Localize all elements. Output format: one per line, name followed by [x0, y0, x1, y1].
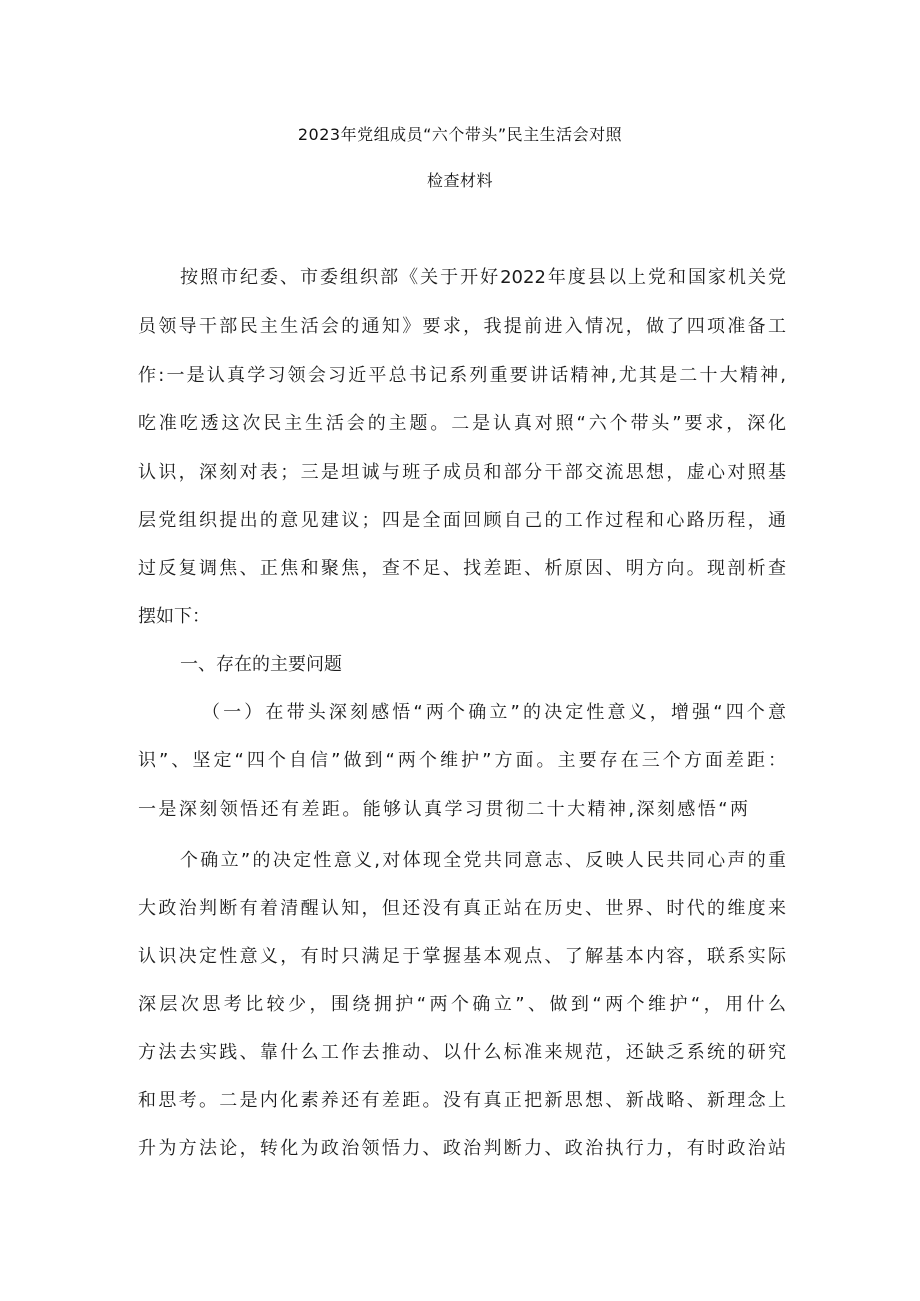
body-line: 一是深刻领悟还有差距。能够认真学习贯彻二十大精神,深刻感悟“两: [138, 799, 748, 820]
body-line: 层党组织提出的意见建议；四是全面回顾自己的工作过程和心路历程，通: [138, 510, 786, 531]
body-line: 认识，深刻对表；三是坦诚与班子成员和部分干部交流思想，虚心对照基: [138, 462, 786, 483]
body-line: 升为方法论，转化为政治领悟力、政治判断力、政治执行力，有时政治站: [138, 1138, 786, 1159]
body-line: 识”、坚定“四个自信”做到“两个维护”方面。主要存在三个方面差距：: [138, 750, 786, 771]
body-line: 员领导干部民主生活会的通知》要求，我提前进入情况，做了四项准备工: [138, 316, 786, 337]
body-line: 方法去实践、靠什么工作去推动、以什么标准来规范，还缺乏系统的研究: [138, 1042, 786, 1063]
body-line: 作:一是认真学习领会习近平总书记系列重要讲话精神,尤其是二十大精神,: [138, 365, 786, 386]
body-line: 摆如下：: [138, 606, 210, 627]
title-line-2: 检查材料: [426, 171, 493, 190]
body-line: 个确立”的决定性意义,对体现全党共同意志、反映人民共同心声的重: [180, 850, 786, 871]
body-line: （一）在带头深刻感悟“两个确立”的决定性意义，增强“四个意: [202, 702, 786, 723]
document-title: [0, 112, 920, 204]
body-line: 大政治判断有着清醒认知，但还没有真正站在历史、世界、时代的维度来: [138, 898, 786, 919]
body-line: 深层次思考比较少，围绕拥护“两个确立”、做到“两个维护“，用什么: [138, 994, 786, 1015]
body-line: 和思考。二是内化素养还有差距。没有真正把新思想、新战略、新理念上: [138, 1090, 786, 1111]
body-line: 过反复调焦、正焦和聚焦，查不足、找差距、析原因、明方向。现剖析查: [138, 558, 786, 579]
body-line: 认识决定性意义，有时只满足于掌握基本观点、了解基本内容，联系实际: [138, 946, 786, 967]
title-line-1: 2023年党组成员“六个带头”民主生活会对照: [297, 125, 623, 144]
body-line: 吃准吃透这次民主生活会的主题。二是认真对照“六个带头”要求，深化: [138, 413, 786, 434]
body-line: 按照市纪委、市委组织部《关于开好2022年度县以上党和国家机关党: [180, 267, 786, 288]
section-heading: 一、存在的主要问题: [180, 654, 342, 675]
